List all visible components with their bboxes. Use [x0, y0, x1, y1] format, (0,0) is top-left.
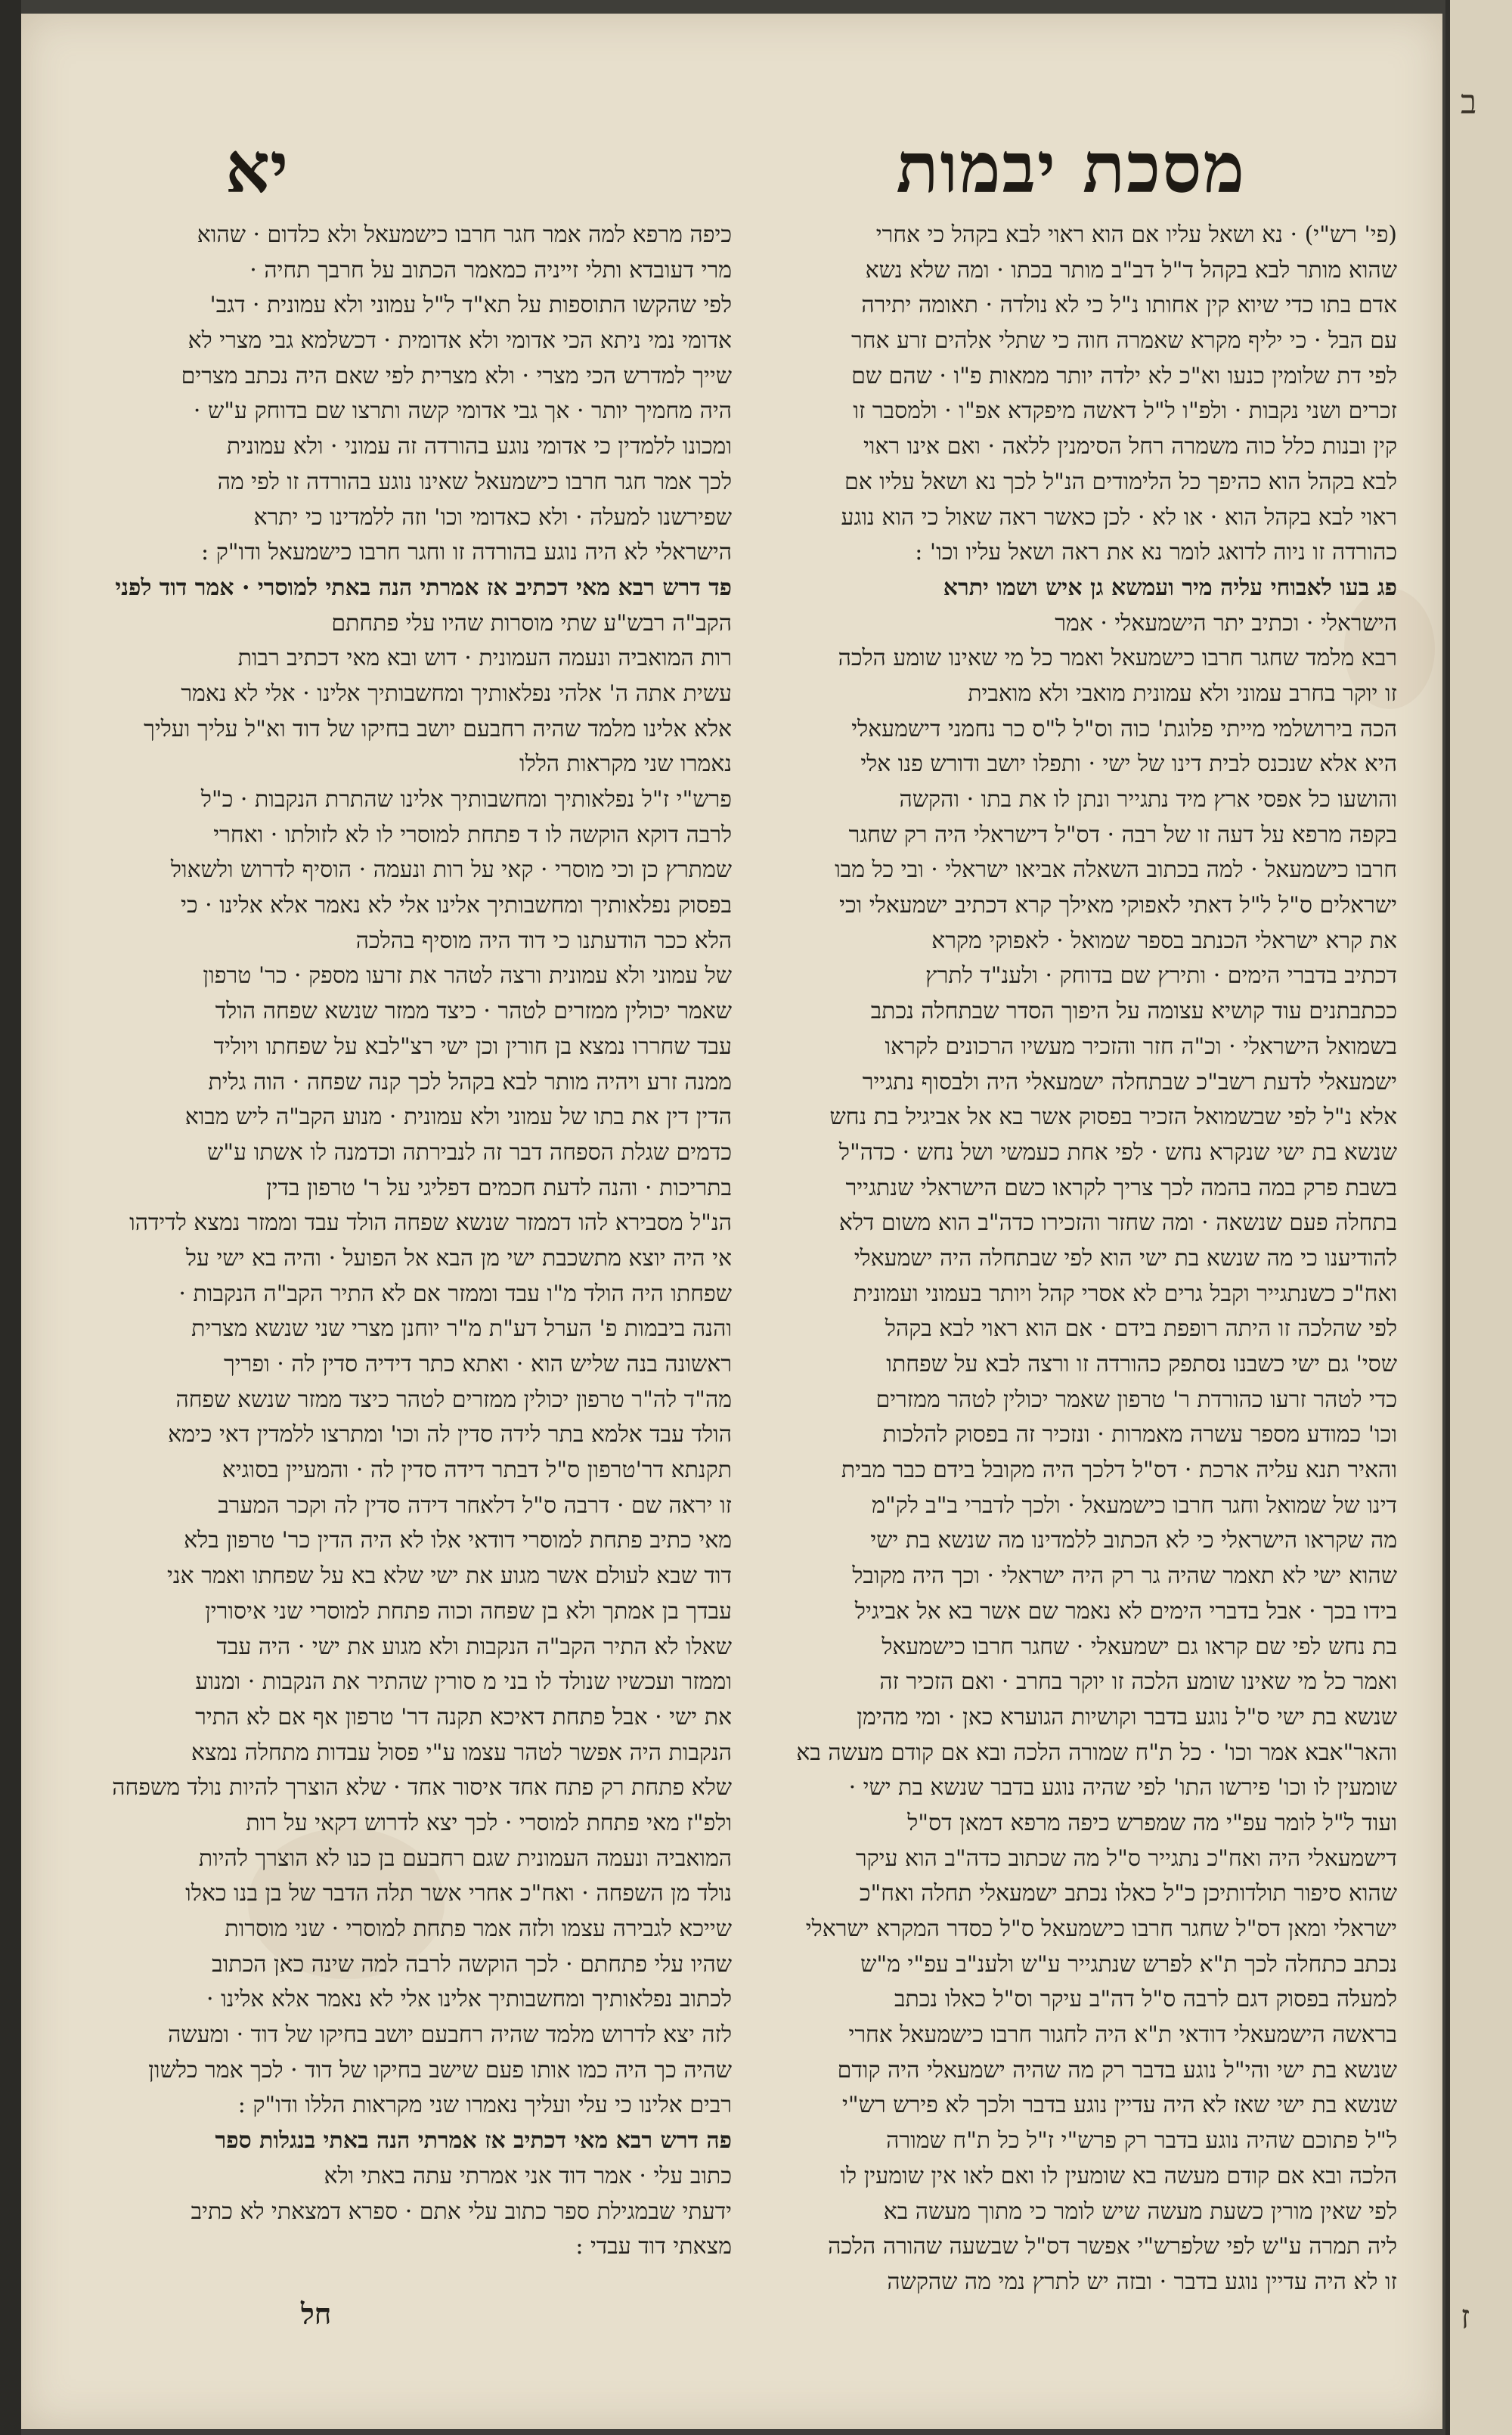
- text-line: ומכונו ללמדין כי אדומי נוגע בהורדה זה עמוני · ולא עמונית: [226, 433, 732, 460]
- text-line: כתוב עלי · אמר דוד אני אמרתי עתה באתי ולא: [324, 2162, 732, 2189]
- text-line: הלא ככר הודעתנו כי דוד היה מוסיף בהלכה: [355, 927, 732, 954]
- text-line: שמתרץ כן וכי מוסרי · קאי על רות ונעמה · הוסיף לדרוש ולשאול: [170, 857, 732, 884]
- manuscript-page: [21, 14, 1442, 2429]
- text-line: ישמעאלי לדעת רשב"כ שבתחלה ישמעאלי היה ולבסוף נתגייר: [862, 1068, 1397, 1095]
- text-line: הישראלי לא היה נוגע בהורדה זו וחגר חרבו כישמעאל ודו"ק :: [201, 539, 732, 566]
- text-line: שפירשנו למעלה · ולא כאדומי וכו' וזה ללמדינו כי יתרא: [253, 503, 732, 531]
- text-line: בת נחש לפי שם קראו גם ישמעאלי · שחגר חרבו כישמעאל: [881, 1633, 1397, 1660]
- text-line: עשית אתה ה' אלהי נפלאותיך ומחשבותיך אלינו · אלי לא נאמר: [181, 680, 732, 707]
- text-line: שנשא בת ישי שנקרא נחש · לפי אחת כעמשי ושל נחש · כדה"ל: [838, 1139, 1397, 1166]
- text-line: פד דרש רבא מאי דכתיב אז אמרתי הנה באתי למוסרי · אמר דוד לפני: [115, 574, 732, 601]
- text-line: הנקבות היה אפשר לטהר עצמו ע"י פסול עבדות מתחלה נמצא: [191, 1739, 732, 1766]
- page-header: [21, 127, 1442, 210]
- text-line: כדמים שגלת הספחה דבר זה לנבירתה וכדמנה לו אשתו ע"ש: [207, 1139, 732, 1166]
- text-line: שהוא מותר לבא בקהל ד"ל דב"ב מותר בכתו · ומה שלא נשא: [865, 256, 1397, 283]
- text-line: והאיר תנא עליה ארכת · דס"ל דלכך היה מקובל בידם כבר מבית: [841, 1457, 1397, 1484]
- edge-glyph: ב: [1461, 83, 1477, 122]
- text-line: פרש"י ז"ל נפלאותיך ומחשבותיך אלינו שהתרת הנקבות · כ"ל: [200, 786, 732, 813]
- text-line: שייך למדרש הכי מצרי · ולא מצרית לפי שאם היה נכתב מצרים: [181, 362, 732, 389]
- text-line: רבא מלמד שחגר חרבו כישמעאל ואמר כל מי שאינו שומע הלכה: [838, 645, 1397, 672]
- folio-number: יא: [225, 127, 289, 209]
- text-line: שהיו עלי פתחתם · לכך הוקשה לרבה למה שינה כאן הכתוב: [212, 1950, 732, 1978]
- text-line: פה דרש רבא מאי דכתיב אז אמרתי הנה באתי בנגלות ספר: [215, 2127, 732, 2155]
- text-line: מרי דעובדא ותלי זייניה כמאמר הכתוב על חרבך תחיה ·: [249, 256, 732, 283]
- text-line: הקב"ה רבש"ע שתי מוסרות שהיו עלי פתחתם: [331, 609, 732, 637]
- text-line: ל"ל פתוכם שהיה נוגע בדבר רק פרש"י ז"ל כל ת"ח שמורה: [886, 2127, 1397, 2155]
- text-line: את קרא ישראלי הכנתב בספר שמואל · לאפוקי מקרא: [931, 927, 1397, 954]
- text-line: והושעו כל אפסי ארץ מיד נתגייר ונתן לו את בתו · והקשה: [899, 786, 1397, 813]
- text-line: זו יוקר בחרב עמוני ולא עמונית מואבי ולא מואבית: [968, 680, 1397, 707]
- edge-glyph: ז: [1461, 2298, 1470, 2337]
- text-line: רבים אלינו כי עלי ועליך נאמרו שני מקראות הללו ודו"ק :: [237, 2092, 732, 2119]
- text-line: לבא בקהל הוא כהיפך כל הלימודים הנ"ל לכך נא ושאל עליו אם: [844, 468, 1397, 495]
- text-line: קין ובנות כלל כוה משמרה רחל הסימנין ללאה · ואם אינו ראוי: [863, 433, 1397, 460]
- text-line: שהוא ישי לא תאמר שהיה גר רק היה ישראלי · וכך היה מקובל: [852, 1563, 1397, 1590]
- text-line: אדומי נמי ניתא הכי אדומי ולא אדומית · דכשלמא גבי מצרי לא: [187, 327, 732, 355]
- text-line: וממזר ועכשיו שנולד לו בני מ סורין שהתיר את הנקבות · ומנוע: [195, 1668, 732, 1696]
- text-line: מה"ד לה"ר טרפון יכולין ממזרים לטהר כיצד ממזר שנשא שפחה: [175, 1386, 732, 1413]
- text-line: בשבת פרק במה בהמה לכך צריך לקראו כשם הישראלי שנתגייר: [845, 1174, 1397, 1201]
- text-line: היה מחמיך יותר · אך גבי אדומי קשה ותרצו שם בדוחק ע"ש ·: [193, 398, 732, 425]
- text-line: ועוד ל"ל לומר עפ"י מה שמפרש כיפה מרפא דמאן דס"ל: [907, 1809, 1397, 1836]
- text-line: כדי לטהר זרעו כהורדת ר' טרפון שאמר יכולין לטהר ממזרים: [875, 1386, 1397, 1413]
- text-line: שפחתו היה הולד מ"ו עבד וממזר אם לא התיר הקב"ה הנקבות ·: [178, 1280, 732, 1307]
- text-line: בקפה מרפא על דעה זו של רבה · דס"ל דישראלי היה רק שחגר: [848, 821, 1397, 848]
- text-line: מאי כתיב פתחת למוסרי דודאי אלו לא היה הדין כר' טרפון בלא: [184, 1527, 732, 1554]
- text-line: זו לא היה עדיין נוגע בדבר · ובזה יש לתרץ נמי מה שהקשה: [887, 2268, 1397, 2295]
- text-line: שהיה כך היה כמו אותו פעם שישב בחיקו של דוד · לכך אמר כלשון: [148, 2056, 732, 2083]
- text-line: לרבה דוקא הוקשה לו ד פתחת למוסרי לו לא לזולתו · ואחרי: [213, 821, 732, 848]
- text-line: נכתב כתחלה לכך ת"א לפרש שנתגייר ע"ש ולענ"ב עפ"י מ"ש: [860, 1950, 1397, 1978]
- text-line: שלא פתחת רק פתח אחד איסור אחד · שלא הוצרך להיות נולד משפחה: [112, 1774, 732, 1801]
- right-text-column: [762, 218, 1397, 2395]
- text-line: מה שקראו הישראלי כי לא הכתוב ללמדינו מה שנשא בת ישי: [870, 1527, 1397, 1554]
- text-line: בשמואל הישראלי · וכ"ה חזר והזכיר מעשיו הרכונים לקראו: [885, 1033, 1397, 1060]
- text-line: והנה ביבמות פ' הערל דע"ת מ"ר יוחנן מצרי שני שנשא מצרית: [191, 1315, 732, 1343]
- text-line: לפי שהלכה זו היתה רופפת בידם · אם הוא ראוי לבא בקהל: [885, 1315, 1397, 1343]
- text-line: לכתוב נפלאותיך ומחשבותיך אלינו אלי לא נאמר אלא אלינו ·: [206, 1986, 732, 2013]
- text-line: כיפה מרפא למה אמר חגר חרבו כישמעאל ולא כלדום · שהוא: [197, 222, 732, 248]
- scan-left-edge: [0, 0, 21, 2435]
- text-line: הלכה ובא אם קודם מעשה בא שומעין לו ואם לאו אין שומעין לו: [840, 2162, 1397, 2189]
- text-line: הולד עבד אלמא בתר לידה סדין לה וכו' ומתרצו ללמדין דאי כימא: [168, 1421, 732, 1448]
- text-line: שומעין לו וכו' פירשו התו' לפי שהיה נוגע בדבר שנשא בת ישי ·: [848, 1774, 1397, 1801]
- text-line: ראוי לבא בקהל הוא · או לא · לכן כאשר ראה שאול כי הוא נוגע: [841, 503, 1397, 531]
- text-line: לכך אמר חגר חרבו כישמעאל שאינו נוגע בהורדה זו לפי מה: [217, 468, 732, 495]
- text-line: ידעתי שבמגילת ספר כתוב עלי אתם · ספרא דמצאתי לא כתיב: [191, 2198, 732, 2225]
- text-line: עם הבל · כי יליף מקרא שאמרה חוה כי שתלי אלהים זרע אחר: [851, 327, 1397, 355]
- text-line: שהוא סיפור תולדותיכן כ"ל כאלו נכתב ישמעאלי תחלה ואח"כ: [859, 1880, 1397, 1907]
- text-line: לפי שאין מורין כשעת מעשה שיש לומר כי מתוך מעשה בא: [883, 2198, 1397, 2225]
- text-line: לזה יצא לדרוש מלמד שהיה רחבעם יושב בחיקו של דוד · ומעשה: [168, 2021, 732, 2049]
- text-line: כהורדה זו ניוה לדואג לומר נא את ראה ושאל עליו וכו' :: [915, 539, 1397, 566]
- text-line: ולפ"ז מאי פתחת למוסרי · לכך יצא לדרוש דקאי על רות: [246, 1809, 732, 1836]
- left-text-column: [97, 218, 732, 2395]
- text-line: שנשא בת ישי שאז לא היה עדיין נוגע בדבר ולכך לא פירש רש"י: [842, 2092, 1397, 2119]
- text-line: הנ"ל מסבירא להו דממזר שנשא שפחה הולד עבד וממזר נמצא לדידהו: [129, 1210, 732, 1237]
- text-line: ואמר כל מי שאינו שומע הלכה זו יוקר בחרב · ואם הזכיר זה: [879, 1668, 1397, 1696]
- text-line: ראשונה בנה שליש הוא · ואתא כתר דידיה סדין לה · ופריך: [224, 1351, 732, 1377]
- text-line: היא אלא שנכנס לבית דינו של ישי · ותפלו יושב ודורש פנו אלי: [860, 751, 1397, 778]
- text-line: בידו בכך · אבל בדברי הימים לא נאמר שם אשר בא אל אביגיל: [854, 1597, 1397, 1625]
- text-line: רות המואביה ונעמה העמונית · דוש ובא מאי דכתיב רבות: [237, 645, 732, 672]
- text-line: (פי' רש"י) · נא ושאל עליו אם הוא ראוי לבא בקהל כי אחרי: [875, 222, 1397, 248]
- text-line: שייכא לגבירה עצמו ולזה אמר פתחת למוסרי · שני מוסרות: [225, 1916, 732, 1942]
- text-line: מצאתי דוד עבדי :: [575, 2233, 732, 2260]
- text-line: עבדך בן אמתך ולא בן שפחה וכוה פתחת למוסרי שני איסורין: [205, 1597, 732, 1625]
- catchword: חל: [301, 2297, 332, 2331]
- text-line: שנשא בת ישי ס"ל נוגע בדבר וקושיות הגוערא כאן · ומי מהימן: [857, 1703, 1397, 1730]
- text-line: המואביה ונעמה העמונית שגם רחבעם בן כנו לא הוצרך להיות: [198, 1845, 732, 1872]
- text-line: בתחלה פעם שנשאה · ומה שחזר והזכירו כדה"ב הוא משום דלא: [838, 1210, 1397, 1237]
- text-line: עבד שחררו נמצא בן חורין וכן ישי רצ"לבא על שפחתו ויוליד: [213, 1033, 732, 1060]
- text-line: זכרים ושני נקבות · ולפ"ו ל"ל דאשה מיפקדא אפ"ו · ולמסבר זו: [853, 398, 1397, 425]
- text-line: נולד מן השפחה · ואח"כ אחרי אשר תלה הדבר של בן בנו כאלו: [185, 1880, 732, 1907]
- text-line: אדם בתו כדי שיוא קין אחותו נ"ל כי לא נולדה · תאומה יתירה: [861, 292, 1397, 319]
- text-line: ישראלי ומאן דס"ל שחגר חרבו כישמעאל ס"ל כסדר המקרא ישראלי: [805, 1916, 1397, 1942]
- text-line: דישמעאלי היה ואח"כ נתגייר ס"ל מה שכתוב כדה"ב הוא עיקר: [855, 1845, 1397, 1872]
- text-line: שנשא בת ישי והי"ל נוגע בדבר רק מה שהיה ישמעאלי היה קודם: [837, 2056, 1397, 2083]
- text-line: וכו' כמודע מספר עשרה מאמרות · ונזכיר זה בפסוק להלכות: [882, 1421, 1397, 1448]
- text-line: דוד שבא לעולם אשר מגוע את ישי שלא בא על שפחתו ואמר אני: [167, 1563, 732, 1590]
- text-line: חרבו כישמעאל · למה בכתוב השאלה אביאו ישראלי · ובי כל מבו: [835, 857, 1397, 884]
- tractate-title: מסכת יבמות: [896, 127, 1246, 209]
- text-line: ליה תמרה ע"ש לפי שלפרש"י אפשר דס"ל שבשעה שהורה הלכה: [828, 2233, 1397, 2260]
- text-line: דכתיב בדברי הימים · ותירץ שם בדוחק · ולענ"ד לתרץ: [925, 962, 1397, 990]
- text-line: ככתבתנים עוד קושיא עצומה על היפוך הסדר שבתחלה נכתב: [870, 998, 1397, 1025]
- text-line: אלא נ"ל לפי שבשמואל הזכיר בפסוק אשר בא אל אביגיל בת נחש: [829, 1104, 1397, 1131]
- text-line: הישראלי · וכתיב יתר הישמעאלי · אמר: [1055, 609, 1397, 637]
- text-line: הדין דין את בתו של עמוני ולא עמונית · מנוע הקב"ה ליש מבוא: [184, 1104, 732, 1131]
- text-line: של עמוני ולא עמונית ורצה לטהר את זרעו מספק · כר' טרפון: [203, 962, 732, 990]
- text-line: לפי דת שלומין כנעו וא"כ לא ילדה יותר ממאות פ"ו · שהם שם: [851, 362, 1397, 389]
- text-line: שסי' גם ישי כשבנו נסתפק כהורדה זו ורצה לבא על שפחתו: [886, 1351, 1397, 1377]
- text-line: תקנתא דר'טרפון ס"ל דבתר דידה סדין לה · והמעיין בסוגיא: [222, 1457, 732, 1484]
- text-line: הכה בירושלמי מייתי פלוגת' כוה וס"ל ל"ס כר נחמני דישמעאלי: [851, 715, 1397, 742]
- text-line: לפי שהקשו התוספות על תא"ד ל"ל עמוני ולא עמונית · דגב': [209, 292, 732, 319]
- text-line: אי היה יוצא מתשכבת ישי מן הבא אל הפועל · והיה בא ישי על: [185, 1244, 732, 1272]
- text-line: שאמר יכולין ממזרים לטהר · כיצד ממזר שנשא שפחה הולד: [215, 998, 732, 1025]
- text-line: בפסוק נפלאותיך ומחשבותיך אלינו אלי לא נאמר אלא אלינו · כי: [181, 892, 732, 919]
- text-line: שאלו לא התיר הקב"ה הנקבות ולא מגוע את ישי · היה עבד: [216, 1633, 732, 1660]
- text-line: נאמרו שני מקראות הללו: [519, 751, 732, 778]
- text-line: למעלה בפסוק דגם לרבה ס"ל דה"ב עיקר וס"ל כאלו נכתב: [894, 1986, 1397, 2013]
- text-line: והאר"אבא אמר וכו' · כל ת"ח שמורה הלכה ובא אם קודם מעשה בא: [796, 1739, 1397, 1766]
- text-line: אלא אלינו מלמד שהיה רחבעם יושב בחיקו של דוד וא"ל עליך ועליך: [144, 715, 732, 742]
- text-line: בראשה הישמעאלי דודאי ת"א היה לחגור חרבו כישמעאל אחרי: [848, 2021, 1397, 2049]
- text-line: להודיענו כי מה שנשא בת ישי הוא לפי שבתחלה היה ישמעאלי: [854, 1244, 1397, 1272]
- text-line: ממנה זרע ויהיה מותר לבא בקהל לכך קנה שפחה · הוה גלית: [208, 1068, 732, 1095]
- text-line: בתריכות · והנה לדעת חכמים דפליגי על ר' טרפון בדין: [266, 1174, 732, 1201]
- text-line: דינו של שמואל וחגר חרבו כישמעאל · ולכך לדברי ב"ב לק"מ: [872, 1492, 1397, 1519]
- text-line: זו יראה שם · דרבה ס"ל דלאחר דידה סדין לה וקכר המערב: [218, 1492, 732, 1519]
- text-line: פג בעו לאבוחי עליה מיר ועמשא גן איש ושמו יתרא: [943, 574, 1397, 601]
- text-line: ישראלים ס"ל ל"ל דאתי לאפוקי מאילך קרא דכתיב ישמעאלי וכי: [839, 892, 1397, 919]
- adjacent-page-edge: [1445, 0, 1512, 2435]
- text-line: את ישי · אבל פתחת דאיכא תקנה דר' טרפון אף אם לא התיר: [195, 1703, 732, 1730]
- text-line: ואח"כ כשנתגייר וקבל גרים לא אסרי קהל ויותר בעמוני ועמונית: [853, 1280, 1397, 1307]
